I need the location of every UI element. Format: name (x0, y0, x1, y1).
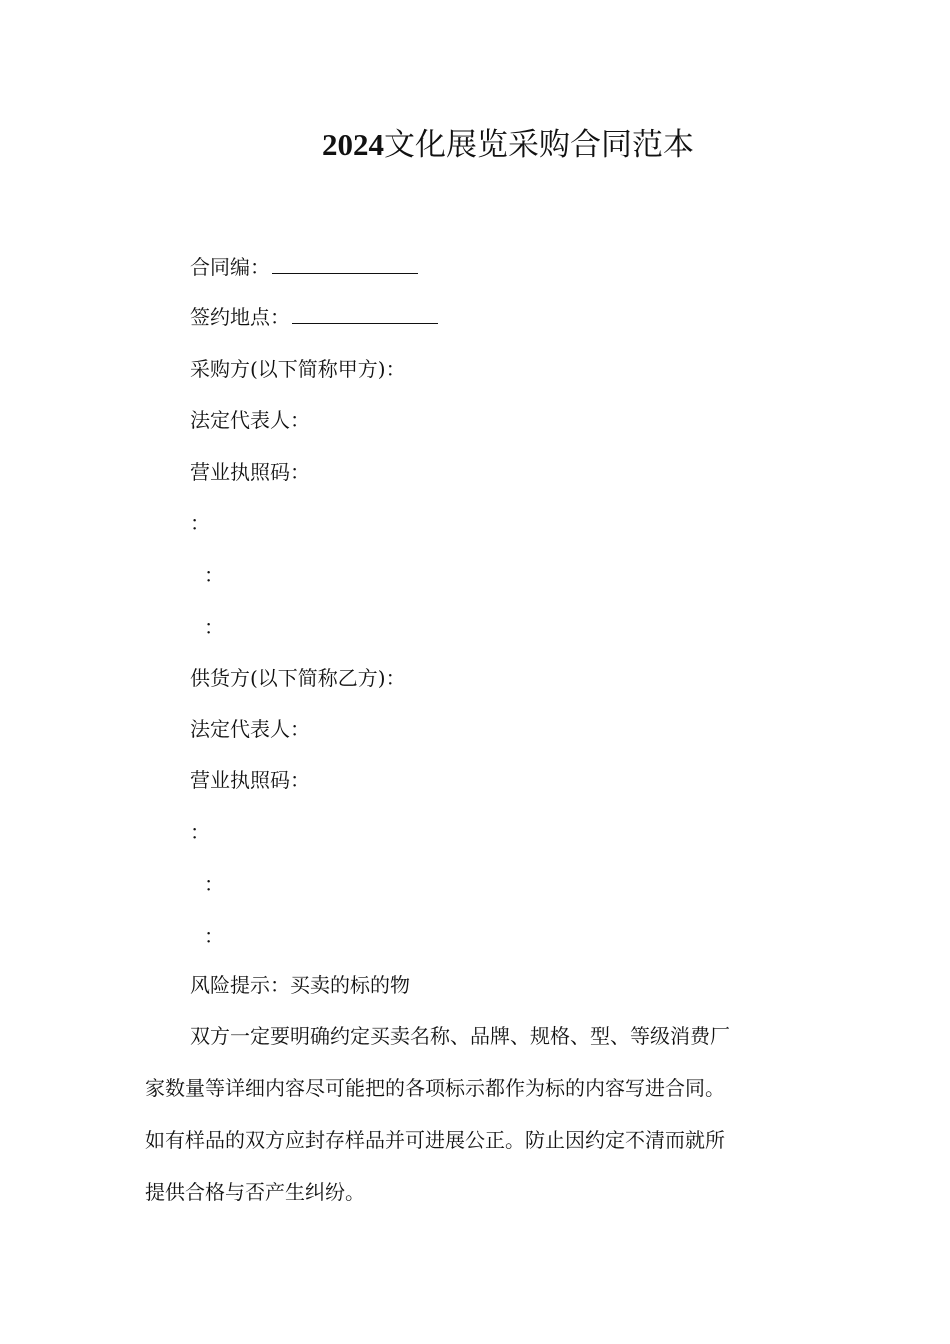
party-a-colon-2: ： (204, 563, 224, 587)
paragraph-line: 家数量等详细内容尽可能把的各项标示都作为标的内容写进合同。 (145, 1076, 725, 1100)
sign-place-blank[interactable] (292, 305, 438, 324)
contract-number-row (190, 252, 418, 282)
risk-notice-label: 风险提示：买卖的标的物 (190, 973, 410, 997)
party-b-representative-label: 法定代表人： (190, 717, 310, 741)
sign-place-row (190, 302, 438, 332)
paragraph-line: 如有样品的双方应封存样品并可进展公正。防止因约定不清而就所 (145, 1128, 725, 1152)
party-b-colon-1: ： (190, 820, 210, 844)
party-a-colon-1: ： (190, 511, 210, 535)
party-a-representative-label: 法定代表人： (190, 408, 310, 432)
paragraph-line: 提供合格与否产生纠纷。 (145, 1180, 365, 1204)
risk-notice-paragraph (145, 1010, 805, 1218)
party-a-label: 采购方(以下简称甲方)： (190, 357, 406, 381)
paragraph-line: 双方一定要明确约定买卖名称、品牌、规格、型、等级消费厂 (190, 1024, 730, 1048)
contract-number-blank[interactable] (272, 255, 418, 274)
party-b-colon-3: ： (204, 924, 224, 948)
party-a-license-label: 营业执照码： (190, 460, 310, 484)
sign-place-label: 签约地点： (190, 305, 290, 329)
title-text: 文化展览采购合同范本 (384, 127, 694, 163)
document-title (0, 122, 950, 168)
party-b-colon-2: ： (204, 872, 224, 896)
party-a-colon-3: ： (204, 615, 224, 639)
party-b-license-label: 营业执照码： (190, 768, 310, 792)
contract-number-label: 合同编： (190, 255, 270, 279)
title-number: 2024 (322, 127, 384, 162)
party-b-label: 供货方(以下简称乙方)： (190, 666, 406, 690)
